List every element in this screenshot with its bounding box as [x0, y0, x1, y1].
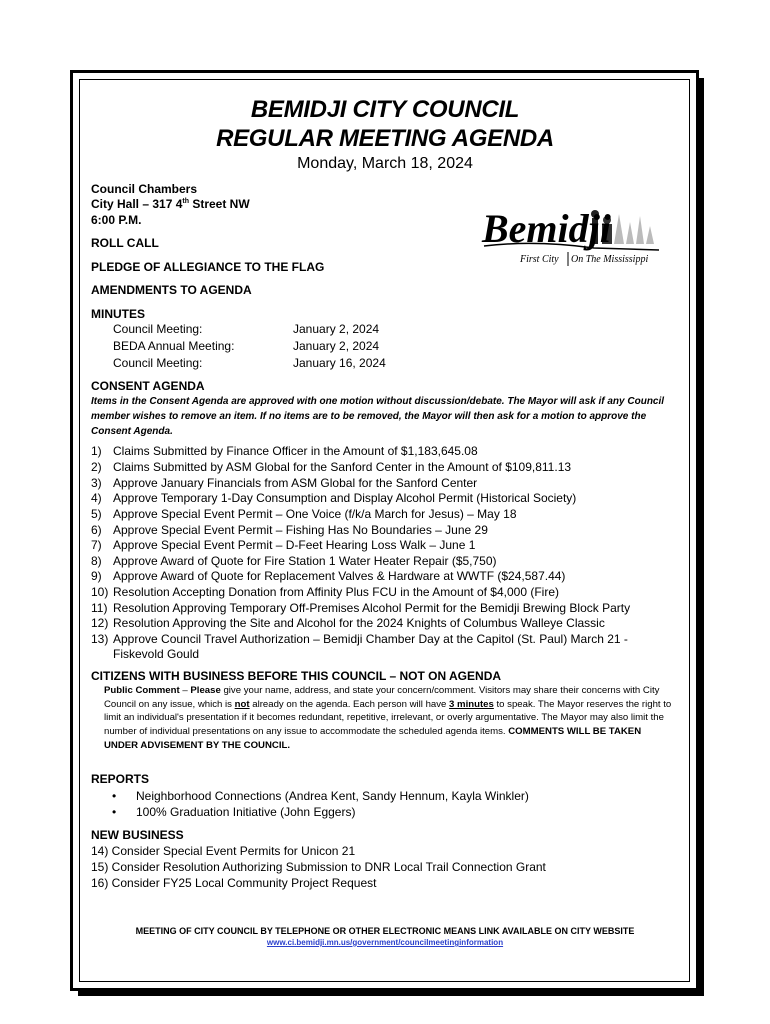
minutes-label: BEDA Annual Meeting: — [113, 339, 235, 353]
consent-item: 8) Approve Award of Quote for Fire Station 1 Water Heater Repair ($5,750) — [91, 554, 497, 568]
logo-tagline-right: On The Mississippi — [571, 254, 649, 265]
public-comment-text: Public Comment – Please give your name, address, and state your concern/comment. Visitors may share their concerns with City Council on any issue, which is not already on the agenda. Each person will have 3 minutes to speak. The Mayor reserves the right to limit an individual's presentation if it becomes redundant, repetitive, irrelevant, or overly argumentative. The Mayor may also limit the number of individual presentations on any issue to accommodate the scheduled agenda items. COMMENTS WILL BE TAKEN UNDER ADVISEMENT BY THE COUNCIL. — [104, 685, 672, 751]
minutes-label: Council Meeting: — [113, 322, 203, 336]
consent-item: 11) Resolution Approving Temporary Off-Premises Alcohol Permit for the Bemidji Brewing Block Party — [91, 601, 631, 615]
minutes-date: January 2, 2024 — [293, 322, 380, 336]
title-line-1: BEMIDJI CITY COUNCIL — [250, 96, 520, 123]
footer-notice: MEETING OF CITY COUNCIL BY TELEPHONE OR OTHER ELECTRONIC MEANS LINK AVAILABLE ON CITY WEBSITE — [135, 926, 635, 936]
meeting-time: 6:00 P.M. — [91, 213, 142, 227]
new-business-heading: NEW BUSINESS — [91, 828, 184, 842]
consent-item-continuation: Fiskevold Gould — [113, 647, 200, 661]
minutes-date: January 16, 2024 — [293, 356, 386, 370]
consent-item: 13) Approve Council Travel Authorization – Bemidji Chamber Day at the Capitol (St. Paul) March 21 - — [91, 632, 628, 646]
consent-item: 4) Approve Temporary 1-Day Consumption and Display Alcohol Permit (Historical Society) — [91, 491, 577, 505]
pledge-heading: PLEDGE OF ALLEGIANCE TO THE FLAG — [91, 260, 325, 274]
consent-item: 5) Approve Special Event Permit – One Voice (f/k/a March for Jesus) – May 18 — [91, 507, 517, 521]
citizens-heading: CITIZENS WITH BUSINESS BEFORE THIS COUNCIL – NOT ON AGENDA — [91, 669, 502, 683]
consent-item: 1) Claims Submitted by Finance Officer in the Amount of $1,183,645.08 — [91, 444, 478, 458]
reports-heading: REPORTS — [91, 772, 150, 786]
logo-tagline-left: First City — [520, 254, 559, 265]
page-border-shadow-right — [699, 78, 704, 996]
city-website-link[interactable]: www.ci.bemidji.mn.us/government/councilmeetinginformation — [266, 938, 504, 947]
amendments-heading: AMENDMENTS TO AGENDA — [91, 283, 252, 297]
title-line-2: REGULAR MEETING AGENDA — [216, 125, 554, 152]
location-room: Council Chambers — [91, 182, 198, 196]
logo-wordmark: Bemidji — [482, 206, 611, 251]
report-item: • 100% Graduation Initiative (John Eggers) — [112, 805, 356, 819]
new-business-item: 15) Consider Resolution Authorizing Submission to DNR Local Trail Connection Grant — [91, 860, 546, 874]
consent-note: Items in the Consent Agenda are approved with one motion without discussion/debate. The Mayor will ask if any Council member wishes to remove an item. If no items are to be removed, the Mayor will then ask for a motion to approve the Consent Agenda. — [91, 396, 665, 437]
consent-item: 2) Claims Submitted by ASM Global for the Sanford Center in the Amount of $109,811.13 — [91, 460, 572, 474]
meeting-date: Monday, March 18, 2024 — [297, 155, 473, 172]
minutes-date: January 2, 2024 — [293, 339, 380, 353]
location-address: City Hall – 317 4th Street NW — [91, 197, 250, 211]
consent-item: 10) Resolution Accepting Donation from Affinity Plus FCU in the Amount of $4,000 (Fire) — [91, 585, 560, 599]
bemidji-logo-graphic — [474, 194, 664, 270]
consent-item: 9) Approve Award of Quote for Replacement Valves & Hardware at WWTF ($24,587.44) — [91, 569, 566, 583]
consent-heading: CONSENT AGENDA — [91, 379, 205, 393]
new-business-item: 16) Consider FY25 Local Community Project Request — [91, 876, 377, 890]
minutes-label: Council Meeting: — [113, 356, 203, 370]
consent-item: 3) Approve January Financials from ASM Global for the Sanford Center — [91, 476, 478, 490]
minutes-heading: MINUTES — [91, 307, 145, 321]
consent-item: 7) Approve Special Event Permit – D-Feet Hearing Loss Walk – June 1 — [91, 538, 476, 552]
roll-call-heading: ROLL CALL — [91, 236, 159, 250]
new-business-item: 14) Consider Special Event Permits for Unicon 21 — [91, 844, 356, 858]
report-item: • Neighborhood Connections (Andrea Kent, Sandy Hennum, Kayla Winkler) — [112, 789, 529, 803]
page-border-shadow-bottom — [78, 991, 704, 996]
consent-item: 6) Approve Special Event Permit – Fishing Has No Boundaries – June 29 — [91, 523, 488, 537]
consent-item: 12) Resolution Approving the Site and Alcohol for the 2024 Knights of Columbus Walleye Classic — [91, 616, 605, 630]
bemidji-logo — [474, 194, 664, 270]
